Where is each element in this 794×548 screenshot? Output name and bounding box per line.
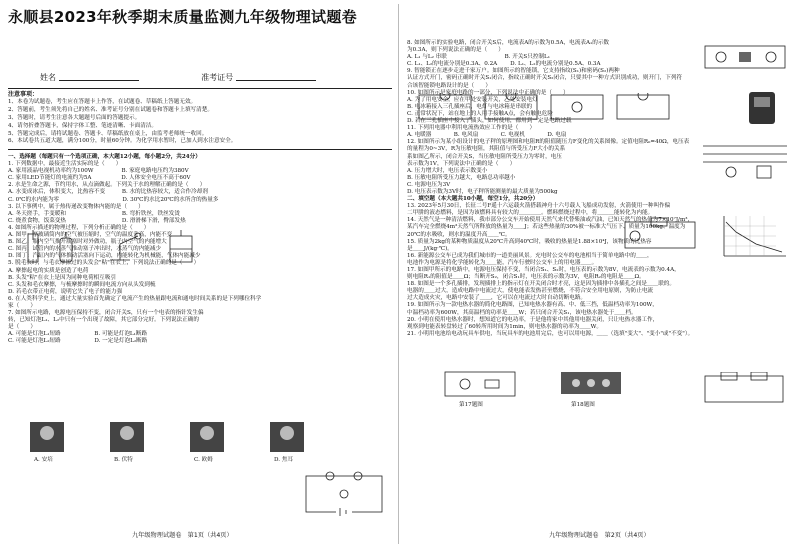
q12-scale-circuit <box>621 216 701 252</box>
question-line: 9. 智能锁正在逐步走进千家万户。如图所示的智能锁，它支持指纹(S₁)和密码(S₂)两种 <box>407 68 620 75</box>
question-line: 2. 水是生命之源，节约用水，从点滴做起。下列关于水的理解正确的是（ ） <box>8 182 206 189</box>
question-line: 过大造成火灾，电路中安装了＿＿，它可以在电流过大时自动切断电路。 <box>407 295 587 302</box>
question-line: D. 若在三孔插座中接入了插头，如何使用，都用到一定是电路过载 <box>407 118 572 125</box>
question-line: 观察到电能表转盘转过了60转所用时间为1min，则电热水器的功率为＿＿W。 <box>407 323 602 330</box>
question-line: A. L₁ 与L₂ 串联 B. 开关S只控制L₁ <box>407 54 550 61</box>
scientist-c: C. 欧姆 <box>194 457 213 464</box>
question-line: 20. 小明在使用电热水器时，想知道它的电功率，于是他将家中其他用电器关闭，只让电热水器工作， <box>407 316 659 323</box>
question-line: A. 冬天搓手，手变暖和 B. 弯折铁丝，铁丝发烫 <box>8 210 180 217</box>
question-line: D. 电压表示数为3V时，电子秤所能测量的最大质量为500kg <box>407 188 558 195</box>
question-line: C. 家用LED节能灯的电流约为5A D. 人体安全电压不高于60V <box>8 175 191 182</box>
notice-item: 2、答题前，考生须先将自己的姓名、准考证号分别在试题卷和答题卡上填写清楚。 <box>8 106 213 113</box>
question-line: C. 0℃的水内能为零 D. 30℃的水比20℃的水所含的热量多 <box>8 196 219 203</box>
question-line: 7. 如图所示电路，电源电压保持不变，闭合开关S，只有一个电表的指针发生偏 <box>8 310 204 317</box>
question-line: 11. 下列用电器中利用电流热效应工作的是（ ） <box>407 125 536 132</box>
question-line: A. 图甲：厚玻璃筒内的空气被压缩时，空气的温度升高，内能不变 <box>8 232 173 239</box>
notice-heading: 注意事项： <box>8 91 39 98</box>
question-line: 6. 在人类科学史上，通过大量实验首先确定了电流产生的热量跟电流和通电时间关系的是下列哪位科学 <box>8 295 262 302</box>
question-line: A. 可能是灯泡L₁短路 B. 可能是灯泡L₁断路 <box>8 331 148 338</box>
question-line: 4. 如图所示描述的物理过程，下列分析正确的是（ ） <box>8 224 150 231</box>
notice-item: 5、答题完成后，请将试题卷、答题卡、草稿纸放在桌上，由监考老师统一收回。 <box>8 130 208 137</box>
question-line: 20℃的水吸收，则水的温度升高＿＿℃。 <box>407 231 511 238</box>
question-line: C. 正常状况下，站在地上的人用手接触A点，会有触电危险 <box>407 110 553 117</box>
question-line: 电池作为电源是将化学能转化为＿＿能，汽车行驶时公交车上的用电器＿＿。 <box>407 259 598 266</box>
question-line: 13. 2023年5月30日，长征二号F遥十六运载火箭搭载神舟十六号载人飞船成功发射，火箭使用一种叫作偏 <box>407 203 671 210</box>
question-line: 1. 下列数据中，最接近生活实际的是（ ） <box>8 161 122 168</box>
question-line: 的量程为0~3V，R为压敏电阻，其阻值与所受压力F大小的关系 <box>407 146 566 153</box>
question-line: A. 为了用电安全，应在甲处安装开关，乙处安装电灯 <box>407 96 538 103</box>
question-line: B. 头发"粘"在衣上是因为同种电荷相互吸引 <box>8 274 116 281</box>
candidate-info-row <box>40 72 376 81</box>
question-line: 5. 脱毛衣时，与毛衣摩擦过的头发会"粘"在衣上，下列说法正确的是（ ） <box>8 260 200 267</box>
question-line: A. 电暖器 B. 电风扇 C. 电视机 D. 电扇 <box>407 132 567 139</box>
page-2-footer: 九年级物理试题卷 第2页（共4页） <box>549 532 650 539</box>
question-line: C. 头发和毛衣摩擦，与梳摩擦时的瞬间电流方向从头发到梳 <box>8 281 156 288</box>
q9-circuit-options <box>417 93 677 123</box>
q6-scientist-portraits <box>30 422 370 462</box>
q4-figures <box>20 230 220 268</box>
question-line: B. 压敏电阻所受压力越大，电路总功率越小 <box>407 174 516 181</box>
scientist-d: D. 焦耳 <box>274 457 294 464</box>
notice-box <box>8 88 392 150</box>
question-line: C. L₁、L₂的电流分别是0.3A、0.2A D. L₁、L₂的电流分别是0.5A、0.3A <box>407 61 601 68</box>
question-line: 3. 以下事例中，属于热传递改变物体内能的是（ ） <box>8 203 144 210</box>
question-line: C. 电源电压为3V <box>407 181 451 188</box>
question-line: 则电阻R₁的阻值是＿＿Ω；当断开S₂，闭合S₁时，电压表的示数为3V，电阻R₂的电阻是＿＿Ω。 <box>407 274 645 281</box>
scientist-a: A. 安培 <box>34 457 53 464</box>
question-line: A. 水变成冰后，体积变大，比热容不变 B. 水的比热容较大，适合作冷却剂 <box>8 189 208 196</box>
question-line: C. 可能是灯泡L₂短路 D. 一定是灯泡L₂断路 <box>8 338 148 345</box>
name-label: 姓名 <box>40 72 56 82</box>
smart-lock-image <box>741 90 785 126</box>
question-line: 19. 如图所示为一款电热水器的简化电路图，已知电热水器有高、中、低三挡，低温档功率为100W， <box>407 302 658 309</box>
question-line: D. 若毛衣带正电荷，说明它失了电子的能力强 <box>8 288 123 295</box>
fig-18-label: 第18题图 <box>571 402 595 408</box>
question-line: 21. 小明用电池给电动玩具车供电，当玩具车的电池用完后，也可以用电源，＿＿（选填"变大"、"变小"或"不变"）。 <box>407 330 694 337</box>
question-line: 二、填空题（本大题共10小题，每空1分，共20分） <box>407 196 539 203</box>
question-line: 转，已知灯泡L₁、L₂中只有一个出现了故障，其它部分完好。下列说法正确的 <box>8 317 199 324</box>
question-line: C. 图丙：试管内的水蒸气推动塞子冲出时，水蒸气的内能减少 <box>8 246 162 253</box>
question-line: 17. 如图甲所示的电路中，电源电压保持不变，当闭合S₁、S₂时，电压表的示数为8V，电流表的示数为0.4A， <box>407 267 680 273</box>
question-line: B. 图乙：瓶内空气推开瓶塞时对外做功，瓶子内空气的内能增大 <box>8 239 167 246</box>
q19-heater-circuit <box>701 372 787 406</box>
fig-17-label: 第17题图 <box>459 402 483 408</box>
question-line: 认证方式开门，密码正确时开关S₁闭合，指纹正确时开关S₂闭合，只要其中一种方式识别成功，则开门，下列符 <box>407 75 683 82</box>
question-line: 家（ ） <box>8 302 36 309</box>
q10-household-circuit <box>701 140 789 182</box>
question-line: 是＿＿J/(kg·℃)。 <box>407 245 453 252</box>
question-line: 电器的＿＿过大，造成电路中电流过大，使电能表发热甚至燃烧，不符合安全用电原则，为防止电流 <box>407 288 654 295</box>
question-line: 12. 如图所示为某小组设计的电子秤的原理图和电阻R的阻值随压力F变化的关系图像。定值电阻R₀=40Ω，电压表 <box>407 139 690 146</box>
question-line: 合该智能锁电路设计的是（ ） <box>407 82 491 89</box>
question-line: D. 图丁：汽缸内的气体推动活塞向下运动，内能转化为机械能，气体内能减少 <box>8 253 201 260</box>
name-blank <box>59 72 139 81</box>
question-line: 二甲肼的液态燃料，是因为该燃料具有较大的＿＿＿＿。燃料燃烧过程中，将＿＿＿能转化为内能。 <box>407 210 654 217</box>
q17-18-figures <box>441 368 661 402</box>
page-2 <box>401 0 794 548</box>
question-line: 16. 新能源公交车已成为我们城市的一道美丽风景。充电时公交车的电池相当于简单电路中的＿＿， <box>407 252 653 259</box>
q8-circuit-diagram <box>701 42 789 72</box>
question-line: 14. 天然气是一种清洁燃料，我市部分公交车开始使用天然气来代替柴油或汽油，已知天然气的热值为7×10⁷J/m³， <box>407 217 694 224</box>
question-line: 某汽车完全燃烧4m³天然气所释放的热量为＿＿J；若这些热量的30%被一标准大气压下、质量为100kg、温度为 <box>407 224 686 231</box>
q12-resistance-pressure-graph <box>716 214 788 262</box>
question-line: 18. 如图是一个多孔插排，发现插排上的指示灯在开关闭合时才亮，这是因为插排中各插孔之间是＿＿联的。 <box>407 281 675 288</box>
question-line: 为0.3A，则下列说法正确的是（ ） <box>407 47 504 54</box>
question-line: 是（ ） <box>8 324 36 331</box>
question-line: 8. 如图所示的实验电路，闭合开关S后，电流表A的示数为0.5A，电流表A₁的示数 <box>407 40 610 46</box>
questions-column-2 <box>407 40 787 338</box>
exam-title: 永顺县2023年秋季期末质量监测九年级物理试题卷 <box>8 8 357 26</box>
question-line: 表示数为1V，下列说法中正确的是（ ） <box>407 160 516 167</box>
page-1-footer: 九年级物理试题卷 第1页（共4页） <box>132 532 233 539</box>
notice-item: 1、本卷为试题卷，考生应在答题卡上作答，在试题卷、草稿纸上答题无效。 <box>8 98 197 105</box>
question-line: C. 烧煮食物，饭菜变热 D. 滑滑梯下滑，臀部发热 <box>8 217 186 224</box>
ticket-label: 准考证号 <box>201 72 234 82</box>
question-line: A. 摩擦起电的实质是创造了电荷 <box>8 267 89 274</box>
q7-circuit-diagram <box>300 470 388 518</box>
question-line: 一、选择题（每题只有一个选项正确，本大题12小题，每小题2分，共24分） <box>8 154 201 160</box>
notice-item: 6、本试卷共五道大题，满分100分，时量60分钟。为化学用水暂时，已加人到水注意安全。 <box>8 138 237 145</box>
notice-item: 4、请勿折叠答题卡，保持字体工整、笔迹清晰、卡面清洁。 <box>8 122 157 129</box>
notice-item: 3、答题时，请考生注意各大题题号后面的答题提示。 <box>8 114 141 121</box>
question-line: 10. 如图所示是家庭电路的一部分，下列说法中正确的是（ ） <box>407 89 569 96</box>
scientist-b: B. 伏特 <box>114 457 133 464</box>
question-line: B. 电冰箱接入三孔插座后，电灯与电冰箱是串联的 <box>407 103 533 110</box>
question-line: 15. 质量为2kg的某种物质温度从20℃升高到40℃时，吸收的热量是1.88×10⁴J，该物质的比热容 <box>407 238 652 245</box>
question-line: 中温档功率为600W，其高温档的功率是＿＿W；若只闭合开关S₁，该电热水器处于＿＿档。 <box>407 309 637 316</box>
page-divider <box>398 4 399 544</box>
ticket-blank <box>236 72 316 81</box>
question-line: A. 家用液晶电视机功率约为100W B. 家庭电路电压约为380V <box>8 168 189 175</box>
question-line: 系如图乙所示，闭合开关S，当压敏电阻所受压力为零时，电压 <box>407 153 562 160</box>
question-line: A. 压力增大时，电压表示数变小 <box>407 167 488 174</box>
